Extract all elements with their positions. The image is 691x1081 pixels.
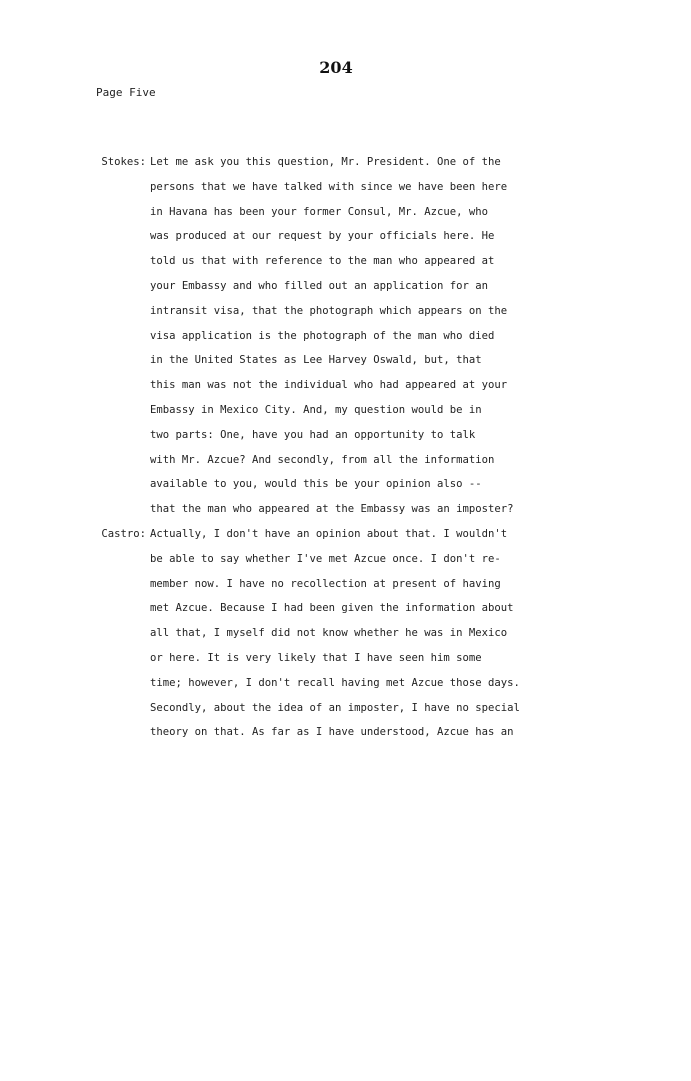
text-line: your Embassy and who filled out an application for an	[150, 279, 489, 292]
text-line: Secondly, about the idea of an imposter, I have no special	[150, 701, 520, 714]
text-line: theory on that. As far as I have understood, Azcue has an	[150, 726, 514, 739]
text-line: with Mr. Azcue? And secondly, from all the information	[150, 453, 495, 466]
text-line: available to you, would this be your opinion also --	[150, 478, 482, 491]
text-line: met Azcue. Because I had been given the information about	[150, 602, 514, 615]
speech-text	[150, 150, 590, 522]
text-line: in the United States as Lee Harvey Oswald, but, that	[150, 354, 482, 367]
text-line: told us that with reference to the man who appeared at	[150, 255, 495, 268]
text-line: this man was not the individual who had appeared at your	[150, 379, 508, 392]
text-line: member now. I have no recollection at present of having	[150, 577, 501, 590]
text-line: was produced at our request by your officials here. He	[150, 230, 495, 243]
text-line: Actually, I don't have an opinion about that. I wouldn't	[150, 527, 508, 540]
page-label: Page Five	[96, 86, 156, 99]
text-line: be able to say whether I've met Azcue once. I don't re-	[150, 552, 501, 565]
speaker-name: Castro:	[101, 527, 146, 540]
speech-text	[150, 522, 590, 745]
text-line: visa application is the photograph of the man who died	[150, 329, 495, 342]
text-line: that the man who appeared at the Embassy was an imposter?	[150, 503, 514, 516]
text-line: or here. It is very likely that I have seen him some	[150, 651, 482, 664]
text-line: all that, I myself did not know whether he was in Mexico	[150, 627, 508, 640]
speaker-name: Stokes:	[101, 156, 146, 168]
text-line: in Havana has been your former Consul, Mr. Azcue, who	[150, 205, 489, 218]
text-line: intransit visa, that the photograph which appears on the	[150, 304, 508, 317]
text-line: persons that we have talked with since we have been here	[150, 180, 508, 193]
speaker-block-stokes	[0, 150, 691, 522]
page-number: 204	[319, 58, 353, 77]
text-line: Embassy in Mexico City. And, my question would be in	[150, 403, 482, 416]
speaker-block-castro	[0, 522, 691, 745]
text-line: time; however, I don't recall having met Azcue those days.	[150, 676, 520, 689]
text-line: Let me ask you this question, Mr. President. One of the	[150, 156, 501, 168]
transcript-body	[0, 150, 691, 745]
text-line: two parts: One, have you had an opportunity to talk	[150, 428, 476, 441]
